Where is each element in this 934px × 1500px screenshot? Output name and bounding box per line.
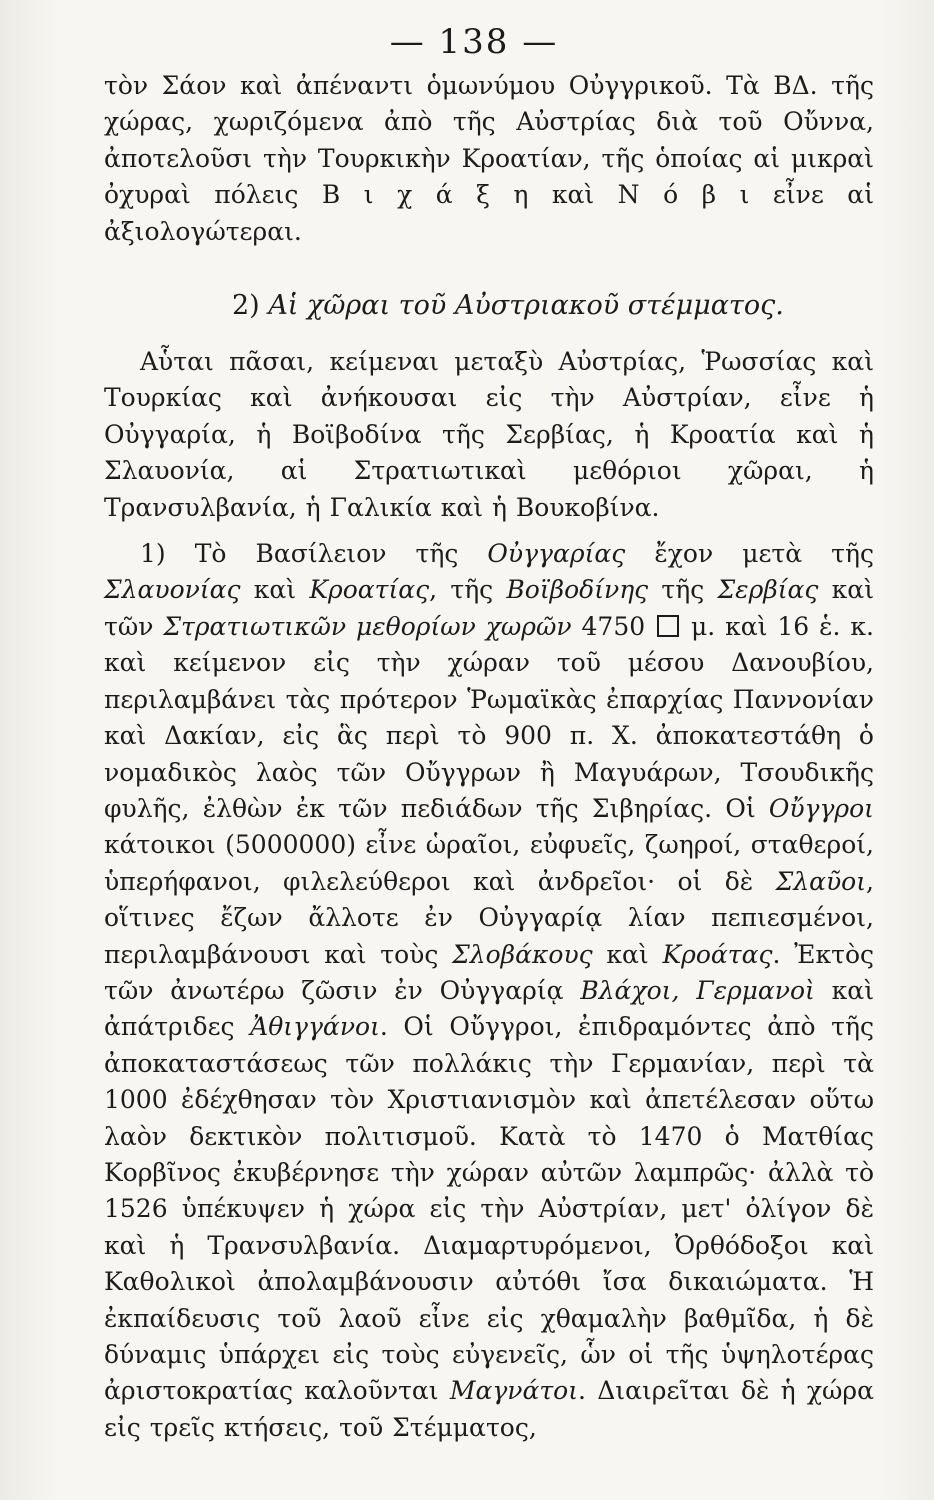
paragraph-continuation: τὸν Σάον καὶ ἀπέναντι ὁμωνύμου Οὐγγρικοῦ. Τὰ ΒΔ. τῆς χώρας, χωριζόμενα ἀπὸ τῆς Αὐστρίας διὰ τοῦ Οὔννα, ἀποτελοῦσι τὴν Τουρκικὴν Κροατίαν, τῆς ὁποίας αἱ μικραὶ ὀχυραὶ πόλεις Β ι χ ά ξ η καὶ Ν ό β ι εἶνε αἱ ἀξιολογώτεραι. <box>104 71 874 246</box>
page-number: — 138 — <box>389 22 559 62</box>
text-run: κάτοικοι (5000000) εἶνε ὡραῖοι, εὐφυεῖς, ζωηροί, σταθεροί, ὑπερήφανοι, φιλελεύθεροι καὶ ἀνδρεῖοι· οἱ δὲ <box>104 830 874 896</box>
emphasis-slavonia: Σλαυονίας <box>104 575 241 605</box>
section-title: Αἱ χῶραι τοῦ Αὐστριακοῦ στέμματος. <box>268 290 784 322</box>
section-heading <box>104 286 874 326</box>
text-run: τῆς <box>648 575 718 605</box>
text-run: , οἵτινες ἔζων ἄλλοτε ἐν Οὐγγαρίᾳ λίαν πεπιεσμένοι, περιλαμβάνουσι καὶ τοὺς <box>104 866 874 969</box>
emphasis-military-frontier: Στρατιωτικῶν μεθορίων χωρῶν <box>163 611 572 641</box>
paragraph-austrian-lands: Αὗται πᾶσαι, κείμεναι μεταξὺ Αὐστρίας, Ῥωσσίας καὶ Τουρκίας καὶ ἀνήκουσαι εἰς τὴν Αὐστρίαν, εἶνε ἡ Οὐγγαρία, ἡ Βοϊβοδίνα τῆς Σερβίας, ἡ Κροατία καὶ ἡ Σλαυονία, αἱ Στρατιωτικαὶ μεθόριοι χῶραι, ἡ Τρανσυλβανία, ἡ Γαλικία καὶ ἡ Βουκοβίνα. <box>104 347 874 522</box>
text-run: ἔχον μετὰ τῆς <box>625 539 874 569</box>
paragraph-hungary <box>104 536 874 1446</box>
text-run: καὶ <box>240 575 310 605</box>
emphasis-vlachs-germans: Βλάχοι, Γερμανοὶ <box>580 975 815 1005</box>
square-unit-icon <box>657 615 679 637</box>
text-run: μ. καὶ 16 ἑ. κ. καὶ κείμενον εἰς τὴν χώραν τοῦ μέσου Δανουβίου, περιλαμβάνει τὰς πρότερον Ῥωμαϊκὰς ἐπαρχίας Παννονίαν καὶ Δακίαν, εἰς ἃς περὶ τὸ 900 π. Χ. ἀποκατεστάθη ὁ νομαδικὸς λαὸς τῶν Οὔγγρων ἢ Μαγυάρων, Τσουδικῆς φυλῆς, ἐλθὼν ἐκ τῶν πεδιάδων τῆς Σιβηρίας. Οἱ <box>104 611 874 823</box>
emphasis-slovaks: Σλοβάκους <box>452 939 593 969</box>
text-run: 1) Τὸ Βασίλειον τῆς <box>140 539 488 569</box>
emphasis-gypsies: Ἀθιγγάνοι <box>250 1012 380 1042</box>
emphasis-voivodina: Βοϊβοδίνης <box>506 575 649 605</box>
text-run: καὶ <box>592 939 663 969</box>
emphasis-hungarians: Οὔγγροι <box>768 793 874 823</box>
text-run: , τῆς <box>429 575 507 605</box>
text-run: . Διαιρεῖται δὲ ἡ χώρα εἰς τρεῖς κτήσεις, τοῦ Στέμματος, <box>104 1376 874 1442</box>
emphasis-slavs: Σλαῦοι <box>775 866 867 896</box>
emphasis-hungary: Οὐγγαρίας <box>487 539 626 569</box>
emphasis-serbia: Σερβίας <box>717 575 819 605</box>
emphasis-croats: Κροάτας <box>662 939 773 969</box>
text-run: 4750 <box>571 611 656 641</box>
section-number: 2) <box>232 290 260 322</box>
emphasis-croatia: Κροατίας <box>309 575 430 605</box>
text-run: . Ἐκτὸς τῶν ἀνωτέρω ζῶσιν ἐν Οὐγγαρίᾳ <box>104 939 874 1005</box>
text-run: καὶ τῶν <box>104 575 874 641</box>
text-run: καὶ ἀπάτριδες <box>104 975 874 1042</box>
text-run: . Οἱ Οὔγγροι, ἐπιδραμόντες ἀπὸ τῆς ἀποκαταστάσεως τῶν πολλάκις τὴν Γερμανίαν, περὶ τὰ 1000 ἐδέχθησαν τὸν Χριστιανισμὸν καὶ ἀπετέλεσαν οὕτω λαὸν δεκτικὸν πολιτισμοῦ. Κατὰ τὸ 1470 ὁ Ματθίας Κορβῖνος ἐκυβέρνησε τὴν χώραν αὐτῶν λαμπρῶς· ἀλλὰ τὸ 1526 ὑπέκυψεν ἡ χώρα εἰς τὴν Αὐστρίαν, μετ' ὀλίγον δὲ καὶ ἡ Τρανσυλβανία. Διαμαρτυρόμενοι, Ὀρθόδοξοι καὶ Καθολικοὶ ἀπολαμβάνουσιν αὐτόθι ἴσα δικαιώματα. Ἡ ἐκπαίδευσις τοῦ λαοῦ εἶνε εἰς χθαμαλὴν βαθμῖδα, ἡ δὲ δύναμις ὑπάρχει εἰς τοὺς εὐγενεῖς, ὧν οἱ τῆς ὑψηλοτέρας ἀριστοκρατίας καλοῦνται <box>104 1012 874 1406</box>
emphasis-magnates: Μαγνάτοι <box>449 1376 579 1406</box>
